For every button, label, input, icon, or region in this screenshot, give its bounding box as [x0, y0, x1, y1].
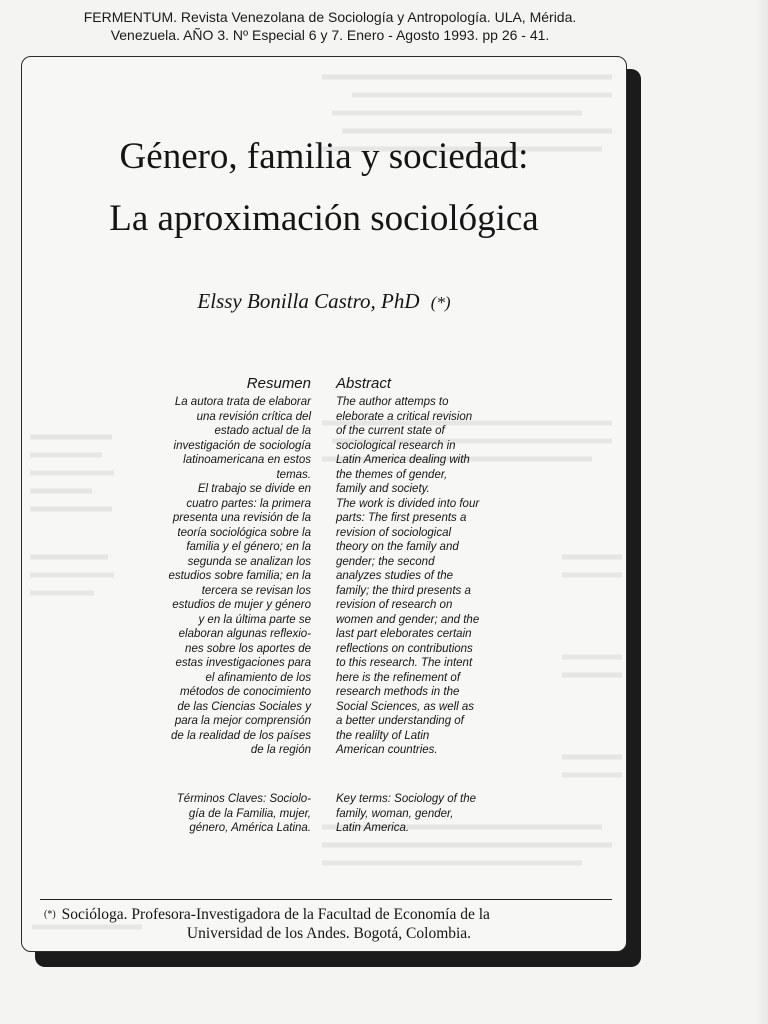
resumen-heading: Resumen	[246, 375, 311, 392]
journal-header	[0, 8, 660, 44]
resumen-line: presenta una revisión de la	[172, 512, 311, 524]
abstract-line: women and gender; and the	[336, 613, 480, 626]
abstract-line: family; the third presents a	[336, 584, 471, 597]
resumen-keywords-line: Términos Claves: Sociolo-	[176, 793, 311, 805]
resumen-line: una revisión crítica del	[196, 410, 311, 423]
resumen-line: teoría sociológica sobre la	[177, 526, 311, 539]
abstract-line: reflections on contributions	[336, 642, 473, 655]
abstract-line: here is the refinement of	[336, 671, 461, 684]
page-edge	[756, 0, 768, 1024]
abstract-line: family and society.	[336, 483, 430, 495]
abstract-heading: Abstract	[336, 375, 392, 392]
abstract-line: revision of research on	[336, 599, 453, 611]
footnote-line-2: Universidad de los Andes. Bogotá, Colombia.	[186, 925, 472, 942]
resumen-body	[116, 395, 311, 758]
abstract-line: to this research. The intent	[336, 657, 473, 669]
resumen-line: de las Ciencias Sociales y	[177, 700, 311, 713]
article-title-line-1: Género, familia y sociedad:	[119, 136, 529, 177]
resumen-line: estudios de mujer y género	[172, 599, 311, 611]
abstract-line: the themes of gender,	[336, 468, 448, 481]
abstract-line: Social Sciences, as well as	[336, 700, 475, 713]
footnote-divider	[40, 899, 612, 900]
abstract-line: last part eleborates certain	[336, 628, 472, 640]
footnote-mark: (*)	[44, 909, 56, 920]
abstract-keywords	[336, 792, 546, 836]
abstract-line: a better understanding of	[336, 715, 464, 727]
resumen-line: cuatro partes: la primera	[186, 497, 311, 510]
resumen-line: el afinamiento de los	[205, 671, 311, 684]
abstract-line: parts: The first presents a	[336, 512, 467, 524]
resumen-keywords-line: género, América Latina.	[189, 822, 311, 834]
abstract-line: revision of sociological	[336, 526, 452, 539]
resumen-line: estas investigaciones para	[175, 657, 311, 669]
resumen-line: estudios sobre familia; en la	[168, 570, 311, 582]
abstract-line: American countries.	[336, 744, 438, 756]
abstract-line: analyzes studies of the	[336, 570, 453, 582]
resumen-line: estado actual de la	[214, 425, 311, 437]
abstract-line: eleborate a critical revision	[336, 410, 473, 423]
resumen-line: de la región	[250, 744, 311, 756]
abstract-line: the realilty of Latin	[336, 729, 430, 742]
resumen-line: La autora trata de elaborar	[174, 396, 311, 408]
author-name: Elssy Bonilla Castro, PhD	[197, 289, 420, 313]
abstract-keywords-line: Key terms: Sociology of the	[336, 793, 476, 805]
resumen-line: segunda se analizan los	[187, 555, 311, 568]
resumen-line: elaboran algunas reflexio-	[178, 628, 311, 640]
abstract-line: Latin America dealing with	[336, 454, 470, 466]
abstract-line: of the current state of	[336, 425, 445, 437]
abstract-keywords-line: family, woman, gender,	[336, 807, 454, 820]
article-author	[22, 289, 626, 314]
resumen-keywords	[116, 792, 311, 836]
resumen-line: latinoamericana en estos	[183, 454, 311, 466]
abstract-line: sociological research in	[336, 439, 456, 452]
resumen-line: nes sobre los aportes de	[185, 642, 311, 655]
abstract-line: research methods in the	[336, 686, 460, 698]
journal-header-line-1: FERMENTUM. Revista Venezolana de Sociología y Antropología. ULA, Mérida.	[83, 9, 577, 25]
abstract-keywords-line: Latin America.	[336, 822, 410, 834]
resumen-line: tercera se revisan los	[201, 584, 311, 597]
resumen-line: temas.	[276, 468, 311, 481]
article-box	[21, 56, 627, 952]
abstract-body	[336, 395, 546, 758]
resumen-line: métodos de conocimiento	[179, 686, 311, 698]
article-title-line-2: La aproximación sociológica	[109, 198, 539, 239]
resumen-line: de la realidad de los países	[170, 729, 311, 742]
author-note-mark: (*)	[430, 293, 451, 312]
journal-header-line-2: Venezuela. AÑO 3. Nº Especial 6 y 7. Enero - Agosto 1993. pp 26 - 41.	[110, 27, 550, 43]
abstract-line: theory on the family and	[336, 541, 459, 553]
abstract-line: The work is divided into four	[336, 497, 480, 510]
footnote-line-1: Socióloga. Profesora-Investigadora de la Facultad de Economía de la	[61, 906, 490, 923]
resumen-line: para la mejor comprensión	[174, 715, 311, 727]
resumen-line: El trabajo se divide en	[197, 483, 311, 495]
abstract-line: The author attemps to	[336, 396, 449, 408]
resumen-line: y en la última parte se	[198, 613, 311, 626]
resumen-line: investigación de sociología	[173, 439, 311, 452]
resumen-keywords-line: gía de la Familia, mujer,	[188, 807, 311, 820]
author-footnote	[44, 905, 614, 943]
resumen-line: familia y el género; en la	[186, 541, 311, 553]
abstract-line: gender; the second	[336, 555, 435, 568]
